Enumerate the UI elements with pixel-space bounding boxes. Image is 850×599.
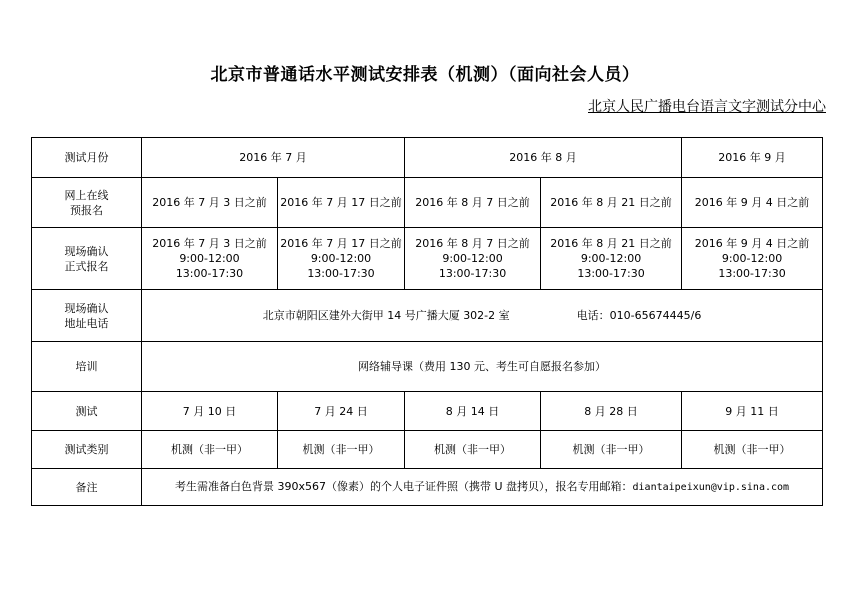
row-online — [32, 178, 823, 228]
test-type-cell: 机测（非一甲） — [278, 431, 405, 469]
test-type-cell: 机测（非一甲） — [682, 431, 823, 469]
row-type — [32, 431, 823, 469]
month-cell: 2016 年 9 月 — [682, 138, 823, 178]
test-date-cell: 8 月 28 日 — [541, 392, 682, 431]
row-test — [32, 392, 823, 431]
row-training — [32, 342, 823, 392]
online-deadline-cell: 2016 年 8 月 21 日之前 — [541, 178, 682, 228]
onsite-cell: 2016 年 9 月 4 日之前 9:00-12:00 13:00-17:30 — [682, 228, 823, 290]
row-label-note: 备注 — [32, 469, 142, 506]
test-date-cell: 8 月 14 日 — [405, 392, 541, 431]
test-date-cell: 9 月 11 日 — [682, 392, 823, 431]
row-label-address: 现场确认 地址电话 — [32, 290, 142, 342]
row-month — [32, 138, 823, 178]
row-label-onsite: 现场确认 正式报名 — [32, 228, 142, 290]
row-label-online: 网上在线 预报名 — [32, 178, 142, 228]
onsite-cell: 2016 年 8 月 21 日之前 9:00-12:00 13:00-17:30 — [541, 228, 682, 290]
onsite-cell: 2016 年 7 月 17 日之前 9:00-12:00 13:00-17:30 — [278, 228, 405, 290]
row-label-month: 测试月份 — [32, 138, 142, 178]
online-deadline-cell: 2016 年 7 月 17 日之前 — [278, 178, 405, 228]
training-cell: 网络辅导课（费用 130 元、考生可自愿报名参加） — [142, 342, 823, 392]
online-deadline-cell: 2016 年 7 月 3 日之前 — [142, 178, 278, 228]
month-cell: 2016 年 7 月 — [142, 138, 405, 178]
row-label-type: 测试类别 — [32, 431, 142, 469]
phone-text: 电话：010-65674445/6 — [576, 309, 702, 322]
address-cell — [142, 290, 823, 342]
test-type-cell: 机测（非一甲） — [541, 431, 682, 469]
row-address — [32, 290, 823, 342]
online-deadline-cell: 2016 年 8 月 7 日之前 — [405, 178, 541, 228]
address-text: 北京市朝阳区建外大街甲 14 号广播大厦 302-2 室 — [262, 309, 510, 322]
online-deadline-cell: 2016 年 9 月 4 日之前 — [682, 178, 823, 228]
onsite-cell: 2016 年 8 月 7 日之前 9:00-12:00 13:00-17:30 — [405, 228, 541, 290]
row-onsite — [32, 228, 823, 290]
test-type-cell: 机测（非一甲） — [405, 431, 541, 469]
row-label-training: 培训 — [32, 342, 142, 392]
page-title: 北京市普通话水平测试安排表（机测）（面向社会人员） — [210, 65, 640, 85]
organization-name: 北京人民广播电台语言文字测试分中心 — [588, 99, 826, 115]
note-text: 考生需准备白色背景 390x567（像素）的个人电子证件照（携带 U 盘拷贝），报名专用邮箱： — [174, 480, 633, 493]
month-cell: 2016 年 8 月 — [405, 138, 682, 178]
row-note — [32, 469, 823, 506]
test-date-cell: 7 月 10 日 — [142, 392, 278, 431]
test-type-cell: 机测（非一甲） — [142, 431, 278, 469]
schedule-table — [31, 137, 823, 506]
test-date-cell: 7 月 24 日 — [278, 392, 405, 431]
onsite-cell: 2016 年 7 月 3 日之前 9:00-12:00 13:00-17:30 — [142, 228, 278, 290]
note-email: diantaipeixun@vip.sina.com — [632, 482, 790, 493]
note-cell — [142, 469, 823, 506]
row-label-test: 测试 — [32, 392, 142, 431]
